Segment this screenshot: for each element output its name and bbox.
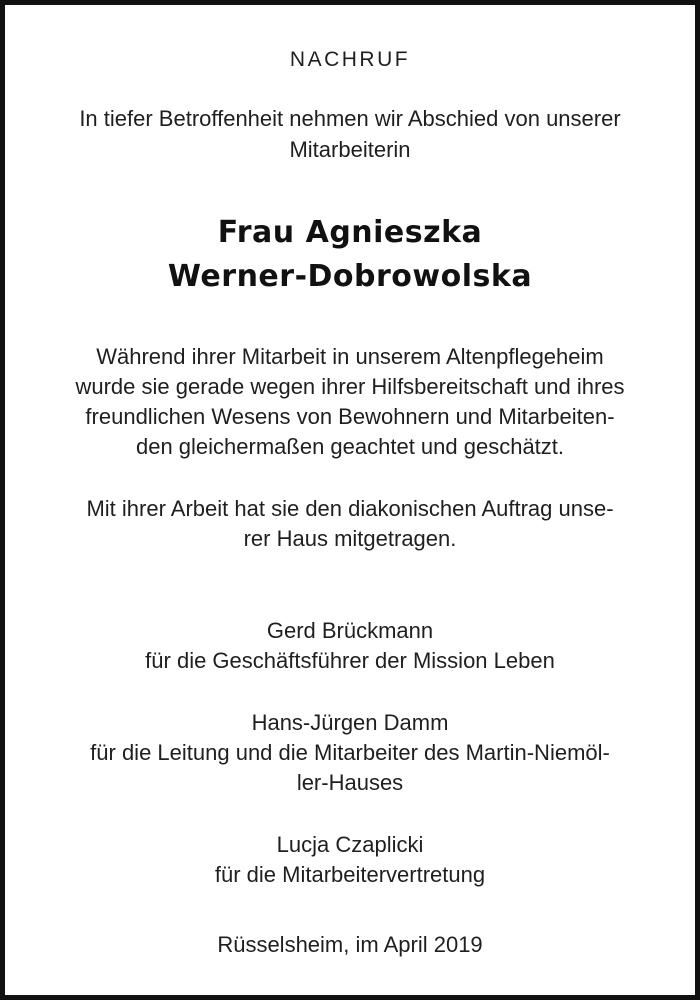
signatory-role: für die Leitung und die Mitarbeiter des Martin-Niemöl- bbox=[90, 740, 610, 765]
signatory-role: für die Geschäftsführer der Mission Leben bbox=[145, 648, 555, 673]
deceased-name-line: Werner-Dobrowolska bbox=[167, 259, 533, 294]
deceased-name-line: Frau Agnieszka bbox=[217, 215, 483, 250]
paragraph-line: den gleichermaßen geachtet und geschätzt. bbox=[135, 434, 565, 459]
paragraph-line: Mit ihrer Arbeit hat sie den diakonischen Auftrag unse- bbox=[86, 496, 614, 521]
paragraph-line: Während ihrer Mitarbeit in unserem Altenpflegeheim bbox=[96, 344, 604, 369]
paragraph-line: wurde sie gerade wegen ihrer Hilfsbereitschaft und ihres bbox=[75, 374, 625, 399]
place-date: Rüsselsheim, im April 2019 bbox=[217, 932, 483, 957]
intro-line: Mitarbeiterin bbox=[289, 137, 411, 162]
signatory-name: Hans-Jürgen Damm bbox=[251, 710, 449, 735]
signatory-role: ler-Hauses bbox=[296, 770, 404, 795]
signatory-role: für die Mitarbeitervertretung bbox=[214, 862, 486, 887]
signatory-name: Lucja Czaplicki bbox=[276, 832, 424, 857]
notice-heading: NACHRUF bbox=[289, 48, 411, 71]
signatory-name: Gerd Brückmann bbox=[266, 618, 434, 643]
intro-line: In tiefer Betroffenheit nehmen wir Abschied von unserer bbox=[79, 106, 621, 131]
paragraph-line: freundlichen Wesens von Bewohnern und Mitarbeiten- bbox=[85, 404, 615, 429]
paragraph-line: rer Haus mitgetragen. bbox=[243, 526, 457, 551]
